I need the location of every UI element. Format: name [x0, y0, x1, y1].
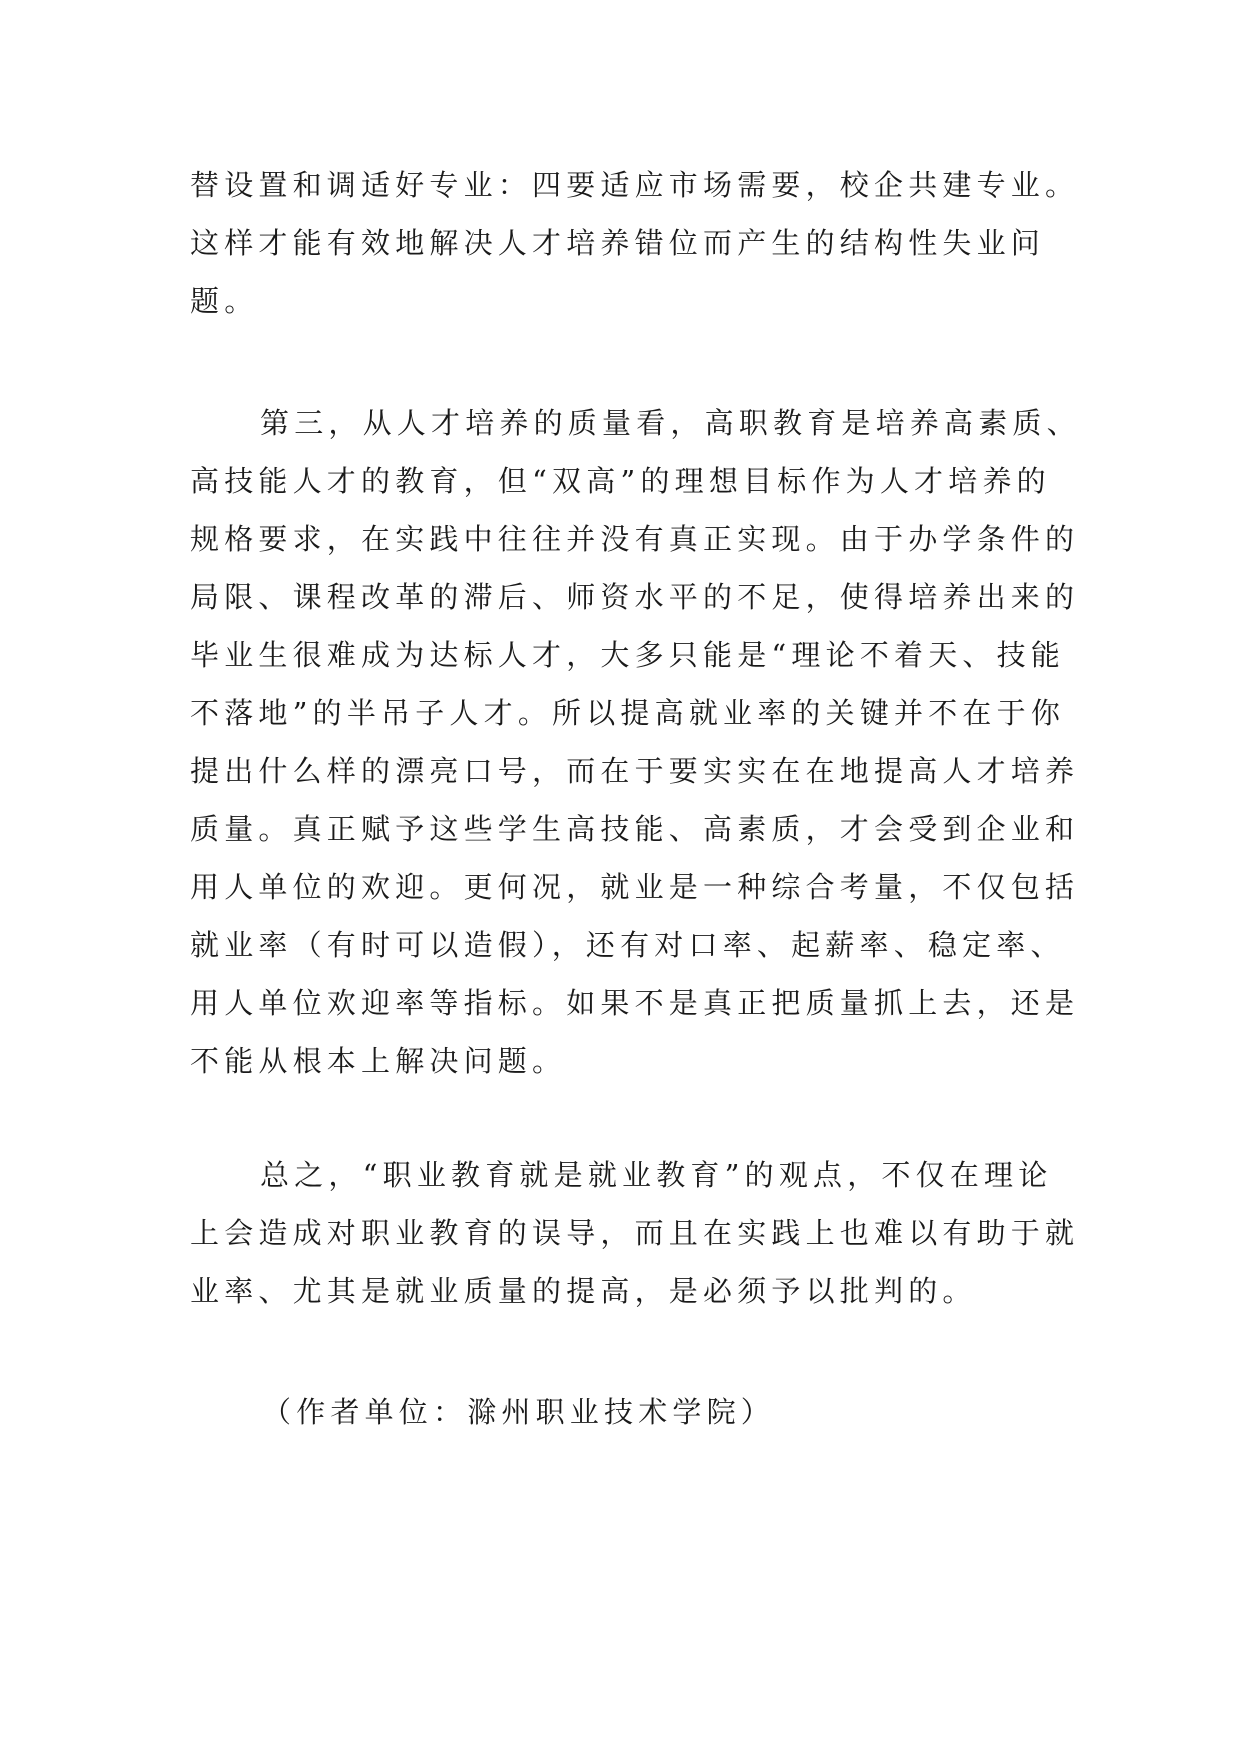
text-line: 提出什么样的漂亮口号，而在于要实实在在地提高人才培养 — [190, 754, 1080, 788]
author-affiliation: （作者单位：滁州职业技术学院） — [262, 1395, 776, 1429]
text-line: 总之，“职业教育就是就业教育”的观点，不仅在理论 — [260, 1158, 1053, 1192]
text-line: 这样才能有效地解决人才培养错位而产生的结构性失业问 — [190, 226, 1046, 260]
text-line: 用人单位欢迎率等指标。如果不是真正把质量抓上去，还是 — [190, 986, 1080, 1020]
text-line: 题。 — [190, 284, 259, 318]
text-line: 替设置和调适好专业：四要适应市场需要，校企共建专业。 — [190, 168, 1080, 202]
text-line: 毕业生很难成为达标人才，大多只能是“理论不着天、技能 — [190, 638, 1066, 672]
text-line: 上会造成对职业教育的误导，而且在实践上也难以有助于就 — [190, 1216, 1080, 1250]
text-line: 质量。真正赋予这些学生高技能、高素质，才会受到企业和 — [190, 812, 1080, 846]
text-line: 不落地”的半吊子人才。所以提高就业率的关键并不在于你 — [190, 696, 1066, 730]
text-line: 业率、尤其是就业质量的提高，是必须予以批判的。 — [190, 1274, 977, 1308]
text-line: 第三，从人才培养的质量看，高职教育是培养高素质、 — [260, 406, 1081, 440]
paragraph-continuation — [190, 156, 1080, 330]
paragraph-third-point — [190, 394, 1081, 1090]
text-line: 高技能人才的教育，但“双高”的理想目标作为人才培养的 — [190, 464, 1051, 498]
text-line: 不能从根本上解决问题。 — [190, 1044, 567, 1078]
paragraph-conclusion — [190, 1146, 1080, 1320]
text-line: 就业率（有时可以造假），还有对口率、起薪率、稳定率、 — [190, 928, 1065, 962]
text-line: 用人单位的欢迎。更何况，就业是一种综合考量，不仅包括 — [190, 870, 1080, 904]
text-line: 局限、课程改革的滞后、师资水平的不足，使得培养出来的 — [190, 580, 1080, 614]
text-line: 规格要求，在实践中往往并没有真正实现。由于办学条件的 — [190, 522, 1080, 556]
